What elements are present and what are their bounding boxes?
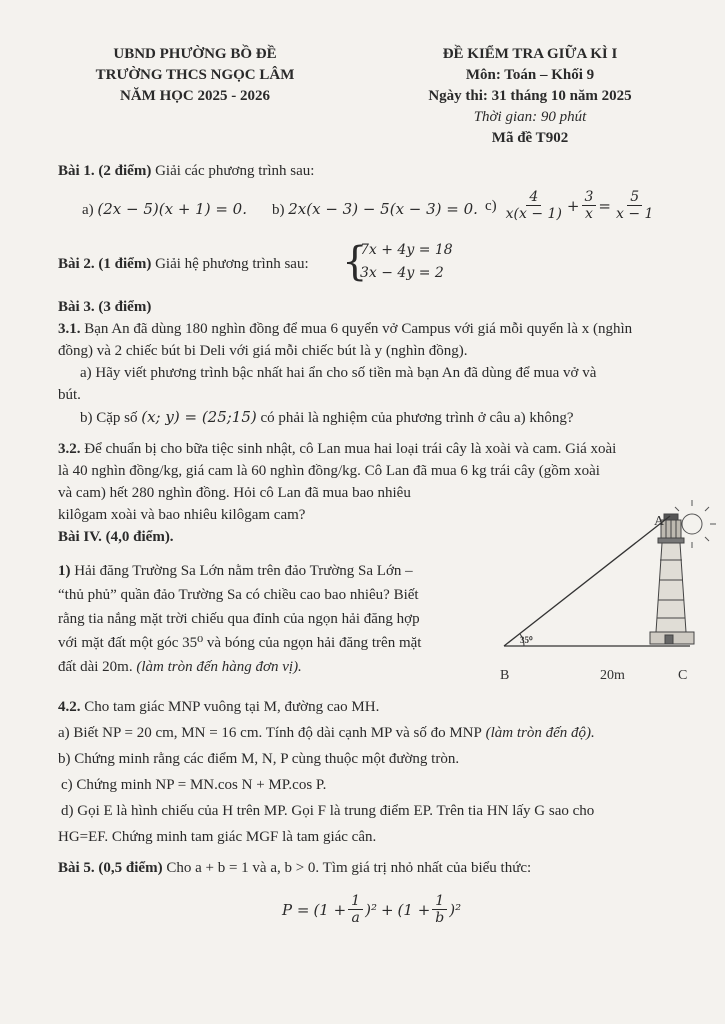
term2-frac	[432, 893, 447, 926]
p31-a-line1: a) Hãy viết phương trình bậc nhất hai ẩn cho số tiền mà bạn An đã dùng để mua vở và	[80, 365, 597, 381]
term1-post: )²	[365, 900, 377, 919]
bai1-heading	[58, 160, 314, 182]
term1-num: 1	[348, 893, 363, 910]
bai2-text: Giải hệ phương trình sau:	[151, 256, 309, 272]
p42-a: a) Biết NP = 20 cm, MN = 16 cm. Tính độ dài cạnh MP và số đo MNP	[58, 725, 482, 741]
term2-post: )²	[449, 900, 462, 919]
p42-c: c) Chứng minh NP = MN.cos N + MP.cos P.	[61, 777, 327, 793]
exam-title: ĐỀ KIỂM TRA GIỮA KÌ I	[442, 46, 618, 62]
p-lhs: P =	[282, 900, 310, 919]
bai1-c	[485, 189, 658, 222]
p31-line1: Bạn An đã dùng 180 nghìn đồng để mua 6 quyển vở Campus với giá mỗi quyển là x (nghìn	[80, 321, 633, 337]
ward-name: UBND PHƯỜNG BỒ ĐỀ	[113, 46, 277, 62]
term2-num: 1	[432, 893, 447, 910]
school-header	[70, 44, 320, 107]
frac3-den: x − 1	[616, 206, 654, 222]
p42-a-note: (làm tròn đến độ).	[481, 725, 595, 741]
frac2-num: 3	[582, 189, 597, 206]
bai1-b	[272, 198, 478, 221]
lighthouse-figure	[490, 500, 720, 690]
p41-label: 1)	[58, 563, 71, 579]
bai1-c-frac1	[503, 189, 565, 222]
bai1-b-label: b)	[272, 202, 285, 218]
point-c-label: C	[678, 668, 688, 683]
bai4-1	[58, 559, 488, 679]
p31-b-pre: b) Cặp số	[80, 410, 142, 426]
p32-line3: và cam) hết 280 nghìn đồng. Hỏi cô Lan đã mua bao nhiêu	[58, 485, 411, 501]
bai2-heading	[58, 253, 309, 275]
p42-b: b) Chứng minh rằng các điểm M, N, P cùng thuộc một đường tròn.	[58, 751, 460, 767]
p41-note: (làm tròn đến hàng đơn vị).	[132, 659, 302, 675]
p41-line4: với mặt đất một góc 35⁰ và bóng của ngọn hải đăng trên mặt	[58, 635, 422, 651]
frac2-den: x	[585, 206, 593, 222]
p32-label: 3.2.	[58, 441, 81, 457]
bai1-a-label: a)	[82, 202, 94, 218]
term1-frac	[348, 893, 363, 926]
term2-den: b	[435, 910, 445, 926]
bai1-b-expr: 2x(x − 3) − 5(x − 3) = 0.	[288, 200, 478, 218]
exam-duration: Thời gian: 90 phút	[473, 109, 587, 125]
frac3-num: 5	[627, 189, 642, 206]
p31-b-expr: (x; y) = (25;15)	[141, 408, 257, 426]
bai2-brace: {	[342, 239, 368, 285]
school-year: NĂM HỌC 2025 - 2026	[120, 88, 270, 104]
p42-d2: HG=EF. Chứng minh tam giác MGF là tam giác cân.	[58, 829, 377, 845]
plus-sign: +	[566, 196, 580, 215]
point-a-label: A	[654, 514, 665, 529]
bai4-title: Bài IV. (4,0 điểm).	[58, 529, 174, 545]
exam-subject: Môn: Toán – Khối 9	[465, 67, 595, 83]
bai5-expression	[282, 893, 461, 926]
bai5-heading	[58, 857, 531, 879]
exam-code: Mã đề T902	[491, 130, 569, 146]
bai2-eq2: 3x − 4y = 2	[360, 265, 444, 281]
bai2-title: Bài 2. (1 điểm)	[58, 256, 152, 272]
bai3-title: Bài 3. (3 điểm)	[58, 299, 152, 315]
p41-line3: rằng tia nắng mặt trời chiếu qua đỉnh của ngọn hải đăng hợp	[58, 611, 420, 627]
p41-line1: Hải đăng Trường Sa Lớn nằm trên đảo Trường Sa Lớn –	[70, 563, 413, 579]
bai1-c-label: c)	[485, 197, 497, 214]
term2-pre: (1 +	[397, 900, 431, 919]
bai1-a	[82, 198, 247, 221]
p41-line5: đất dài 20m.	[58, 659, 133, 675]
p31-line2: đồng) và 2 chiếc bút bi Deli với giá mỗi chiếc bút là y (nghìn đồng).	[58, 343, 468, 359]
point-b-label: B	[500, 668, 510, 683]
equals-sign: =	[598, 196, 611, 215]
bai1-c-frac3	[613, 189, 656, 222]
bai2-eq1: 7x + 4y = 18	[360, 242, 453, 258]
exam-date: Ngày thi: 31 tháng 10 năm 2025	[428, 88, 632, 104]
school-name: TRƯỜNG THCS NGỌC LÂM	[95, 67, 295, 83]
bai1-title: Bài 1. (2 điểm)	[58, 163, 152, 179]
frac1-den: x(x − 1)	[505, 206, 562, 222]
frac1-num: 4	[526, 189, 541, 206]
p32-line2: là 40 nghìn đồng/kg, giá cam là 60 nghìn đồng/kg. Cô Lan đã mua 6 kg trái cây (gồm xoài	[58, 463, 600, 479]
angle-label: 35⁰	[520, 635, 533, 645]
p31-a-line2: bút.	[58, 387, 81, 403]
p41-line2: “thủ phủ” quần đảo Trường Sa có chiều cao bao nhiêu? Biết	[58, 587, 419, 603]
term1-den: a	[351, 910, 360, 926]
sun-ray-line	[504, 516, 670, 646]
bai1-text: Giải các phương trình sau:	[151, 163, 315, 179]
p42-text: Cho tam giác MNP vuông tại M, đường cao MH.	[80, 699, 380, 715]
bai1-c-frac2	[582, 189, 597, 222]
bai1-a-expr: (2x − 5)(x + 1) = 0.	[97, 200, 247, 218]
p31-label: 3.1.	[58, 321, 81, 337]
bai5-title: Bài 5. (0,5 điểm)	[58, 860, 163, 876]
term1-pre: (1 +	[313, 900, 347, 919]
length-label: 20m	[600, 668, 625, 683]
bai3-1	[58, 318, 698, 429]
lighthouse-icon	[650, 514, 694, 644]
exam-header	[395, 44, 665, 149]
p32-line1: Để chuẩn bị cho bữa tiệc sinh nhật, cô Lan mua hai loại trái cây là xoài và cam. Giá xoài	[80, 441, 617, 457]
bai5-text: Cho a + b = 1 và a, b > 0. Tìm giá trị nhỏ nhất của biểu thức:	[162, 860, 532, 876]
bai4-2	[58, 694, 698, 850]
p32-line4: kilôgam xoài và bao nhiêu kilôgam cam?	[58, 507, 306, 523]
p42-label: 4.2.	[58, 699, 81, 715]
p42-d1: d) Gọi E là hình chiếu của H trên MP. Gọi F là trung điểm EP. Trên tia HN lấy G sao cho	[61, 803, 595, 819]
plus-sign-2: +	[380, 900, 394, 919]
p31-b-post: có phải là nghiệm của phương trình ở câu a) không?	[256, 410, 574, 426]
p31-b	[58, 406, 698, 429]
